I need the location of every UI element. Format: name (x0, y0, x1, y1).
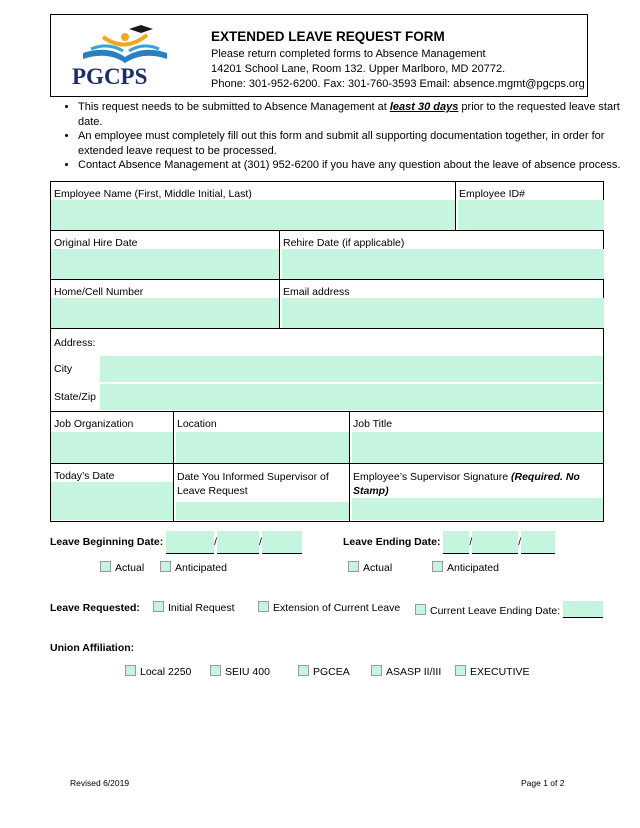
employee-id-label: Employee ID# (459, 188, 525, 200)
rehire-date-label: Rehire Date (if applicable) (283, 237, 405, 249)
leave-requested-label: Leave Requested: (50, 602, 140, 614)
leave-ending-label: Leave Ending Date: (343, 536, 441, 548)
email-label: Email address (283, 286, 350, 298)
begin-actual-checkbox[interactable] (100, 561, 111, 572)
end-actual-option[interactable]: Actual (348, 561, 392, 574)
current-end-option[interactable]: Current Leave Ending Date: (415, 601, 603, 618)
union-option[interactable]: Local 2250 (125, 665, 191, 678)
supervisor-signature-input[interactable] (352, 498, 603, 520)
begin-anticipated-option[interactable]: Anticipated (160, 561, 227, 574)
union-option[interactable]: SEIU 400 (210, 665, 270, 678)
union-checkbox[interactable] (125, 665, 136, 676)
date-informed-label: Date You Informed Supervisor of Leave Request (177, 470, 335, 513)
email-cell (280, 280, 604, 329)
union-checkbox[interactable] (371, 665, 382, 676)
union-option[interactable]: PGCEA (298, 665, 350, 678)
rehire-date-cell (280, 231, 604, 280)
todays-date-cell (51, 464, 174, 522)
initial-request-checkbox[interactable] (153, 601, 164, 612)
employee-name-input[interactable] (51, 200, 455, 230)
office-address: 14201 School Lane, Room 132. Upper Marlboro, MD 20772. (211, 63, 506, 75)
todays-date-input[interactable] (51, 482, 173, 520)
union-option[interactable]: ASASP II/III (371, 665, 441, 678)
leave-beginning-label: Leave Beginning Date: (50, 536, 164, 548)
phone-cell (51, 280, 280, 329)
leave-end-year-input[interactable] (521, 531, 555, 554)
union-affiliation-label: Union Affiliation: (50, 642, 135, 654)
address-cell (51, 329, 604, 412)
extension-checkbox[interactable] (258, 601, 269, 612)
date-informed-input[interactable] (176, 502, 349, 520)
hire-date-label: Original Hire Date (54, 237, 138, 249)
revised-date: Revised 6/2019 (70, 778, 130, 788)
union-option[interactable]: EXECUTIVE (455, 665, 530, 678)
begin-anticipated-checkbox[interactable] (160, 561, 171, 572)
supervisor-signature-cell (350, 464, 604, 522)
job-title-input[interactable] (352, 432, 603, 463)
union-checkbox[interactable] (210, 665, 221, 676)
end-anticipated-checkbox[interactable] (432, 561, 443, 572)
date-informed-cell (174, 464, 350, 522)
email-input[interactable] (282, 298, 604, 328)
leave-end-day-input[interactable] (472, 531, 518, 554)
return-instructions: Please return completed forms to Absence Management (211, 48, 486, 60)
page-number: Page 1 of 2 (521, 778, 565, 788)
leave-begin-year-input[interactable] (262, 531, 302, 554)
leave-end-month-input[interactable] (443, 531, 469, 554)
current-end-date-input[interactable] (563, 601, 603, 618)
city-input[interactable] (100, 356, 603, 382)
state-zip-label: State/Zip (54, 391, 97, 403)
leave-begin-day-input[interactable] (217, 531, 259, 554)
initial-request-option[interactable]: Initial Request (153, 601, 235, 614)
leave-begin-month-input[interactable] (166, 531, 214, 554)
begin-actual-option[interactable]: Actual (100, 561, 144, 574)
form-title: EXTENDED LEAVE REQUEST FORM (211, 29, 445, 44)
employee-info-grid (50, 181, 604, 522)
end-anticipated-option[interactable]: Anticipated (432, 561, 499, 574)
employee-name-label: Employee Name (First, Middle Initial, Last) (54, 188, 252, 200)
job-org-cell (51, 412, 174, 464)
location-cell (174, 412, 350, 464)
employee-id-cell (456, 182, 604, 231)
city-label: City (54, 363, 73, 375)
leave-beginning-row: Leave Beginning Date: / / (50, 531, 302, 554)
end-actual-checkbox[interactable] (348, 561, 359, 572)
current-end-checkbox[interactable] (415, 604, 426, 615)
instruction-list (60, 100, 623, 173)
job-org-input[interactable] (51, 432, 173, 463)
todays-date-label: Today’s Date (54, 470, 115, 482)
contact-info: Phone: 301-952-6200. Fax: 301-760-3593 Email: absence.mgmt@pgcps.org (211, 78, 585, 90)
instruction-item: • An employee must completely fill out this form and submit all supporting documentation together, in order for extended leave request to be processed. (78, 129, 623, 158)
svg-text:PGCPS: PGCPS (72, 64, 148, 89)
extension-option[interactable]: Extension of Current Leave (258, 601, 400, 614)
header-box (50, 14, 588, 97)
rehire-date-input[interactable] (282, 249, 604, 279)
job-title-label: Job Title (353, 418, 393, 430)
location-input[interactable] (176, 432, 349, 463)
address-label: Address: (54, 337, 96, 349)
phone-input[interactable] (51, 298, 279, 328)
instruction-item: • This request needs to be submitted to Absence Management at least 30 days prior to the requested leave start date. (78, 100, 623, 129)
leave-ending-row: Leave Ending Date: / / (343, 531, 555, 554)
union-checkbox[interactable] (298, 665, 309, 676)
supervisor-signature-label: Employee’s Supervisor Signature (Required. No Stamp) (353, 471, 580, 497)
state-zip-input[interactable] (100, 384, 603, 410)
pgcps-logo (63, 23, 193, 89)
hire-date-cell (51, 231, 280, 280)
instruction-item: • Contact Absence Management at (301) 952-6200 if you have any question about the leave of absence process. (78, 158, 623, 173)
phone-label: Home/Cell Number (54, 286, 144, 298)
employee-id-input[interactable] (458, 200, 604, 230)
employee-name-cell (51, 182, 456, 231)
hire-date-input[interactable] (51, 249, 279, 279)
job-title-cell (350, 412, 604, 464)
location-label: Location (177, 418, 217, 430)
job-org-label: Job Organization (54, 418, 134, 430)
union-checkbox[interactable] (455, 665, 466, 676)
